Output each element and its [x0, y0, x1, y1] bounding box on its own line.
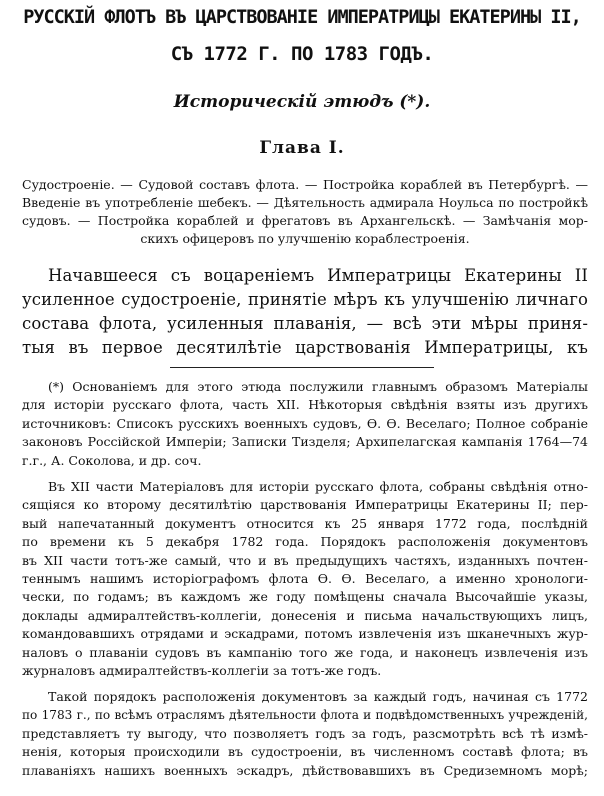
footnote-line: представляетъ ту выгоду, что позволяетъ годъ за годъ, разсмотрѣть всѣ тѣ измѣ- — [22, 725, 588, 741]
footnote-line: Въ XII части Матеріаловъ для исторіи русскаго флота, собраны свѣдѣнія отно- — [48, 479, 588, 494]
summary-line: скихъ офицеровъ по улучшенію кораблестроенія. — [140, 231, 470, 246]
footnote-line: г.г., А. Соколова, и др. соч. — [22, 452, 202, 468]
footnote-line: плаваніяхъ нашихъ военныхъ эскадръ, дѣйствовавшихъ въ Средиземномъ морѣ; — [22, 762, 588, 778]
footnote-line: источниковъ: Списокъ русскихъ военныхъ судовъ, Ѳ. Ѳ. Веселаго; Полное собраніе — [22, 415, 588, 431]
footnote-line: ненія, которыя происходили въ судостроеніи, въ численномъ составѣ флота; въ — [22, 744, 588, 760]
footnote-line: Такой порядокъ расположенія документовъ за каждый годъ, начиная съ 1772 — [48, 689, 588, 704]
footnote-line: чески, по годамъ; въ каждомъ же году помѣщены сначала Высочайшіе указы, — [22, 589, 588, 605]
summary-line: Введеніе въ употребленіе шебекъ. — Дѣятельность адмирала Ноульса по постройкѣ — [22, 195, 588, 210]
subtitle: Историческій этюдъ (*). — [173, 92, 431, 112]
chapter-summary — [22, 176, 588, 248]
body-line: усиленное судостроеніе, принятіе мѣръ къ улучшенію личнаго — [22, 290, 588, 309]
main-paragraph — [22, 264, 588, 360]
footnote-line: законовъ Россійской Имперіи; Записки Тизделя; Архипелагская кампанія 1764—74 — [22, 434, 588, 450]
footnote-line: вый напечатанный документъ относится къ 25 января 1772 года, послѣдній — [22, 515, 588, 531]
footnote-divider — [170, 367, 434, 368]
footnote-line: по 1783 г., по всѣмъ отраслямъ дѣятельности флота и подвѣдомственныхъ учрежденій, — [22, 708, 588, 723]
page-title-line-1: РУССКІЙ ФЛОТЪ ВЪ ЦАРСТВОВАНІЕ ИМПЕРАТРИЦЫ ЕКАТЕРИНЫ II, — [23, 7, 581, 28]
footnote-2 — [22, 478, 588, 680]
body-line: состава флота, усиленныя плаванія, — всѣ эти мѣры приня- — [22, 314, 588, 333]
footnote-line: (*) Основаніемъ для этого этюда послужили главнымъ образомъ Матеріалы — [48, 379, 588, 394]
chapter-heading: Глава I. — [259, 138, 345, 158]
footnote-line: въ XII части тотъ-же самый, что и въ предыдущихъ частяхъ, изданныхъ почтен- — [22, 552, 588, 568]
footnote-line: по времени къ 5 декабря 1782 года. Порядокъ расположенія документовъ — [22, 534, 588, 550]
footnote-line: для исторіи русскаго флота, часть XII. Нѣкоторыя свѣдѣнія взяты изъ другихъ — [22, 397, 588, 413]
footnote-1 — [22, 378, 588, 470]
footnote-line: доклады адмиралтействъ-коллегіи, донесенія и письма начальствующихъ лицъ, — [22, 607, 588, 623]
footnote-line: сящіяся ко второму десятилѣтію царствованія Императрицы Екатерины II; пер- — [22, 497, 588, 513]
body-line: тыя въ первое десятилѣтіе царствованія Императрицы, къ — [22, 338, 588, 357]
footnote-line: наловъ о плаваніи судовъ въ кампанію того же года, и наконецъ извлеченія изъ — [22, 644, 588, 660]
footnote-line: журналовъ адмиралтействъ-коллегіи за тотъ-же годъ. — [22, 663, 382, 679]
page-title-line-2: СЪ 1772 Г. ПО 1783 ГОДЪ. — [170, 43, 434, 65]
summary-line: судовъ. — Постройка кораблей и фрегатовъ въ Архангельскѣ. — Замѣчанія мор- — [22, 213, 588, 228]
footnote-line: командовавшихъ отрядами и эскадрами, потомъ извлеченія изъ шканечныхъ жур- — [22, 626, 588, 642]
footnote-3 — [22, 688, 588, 780]
footnote-line: теннымъ нашимъ исторіографомъ флота Ѳ. Ѳ. Веселаго, а именно хронологи- — [22, 571, 588, 587]
summary-line: Судостроеніе. — Судовой составъ флота. — Постройка кораблей въ Петербургѣ. — — [22, 177, 588, 192]
body-line: Начавшееся съ воцареніемъ Императрицы Екатерины II — [48, 266, 588, 285]
